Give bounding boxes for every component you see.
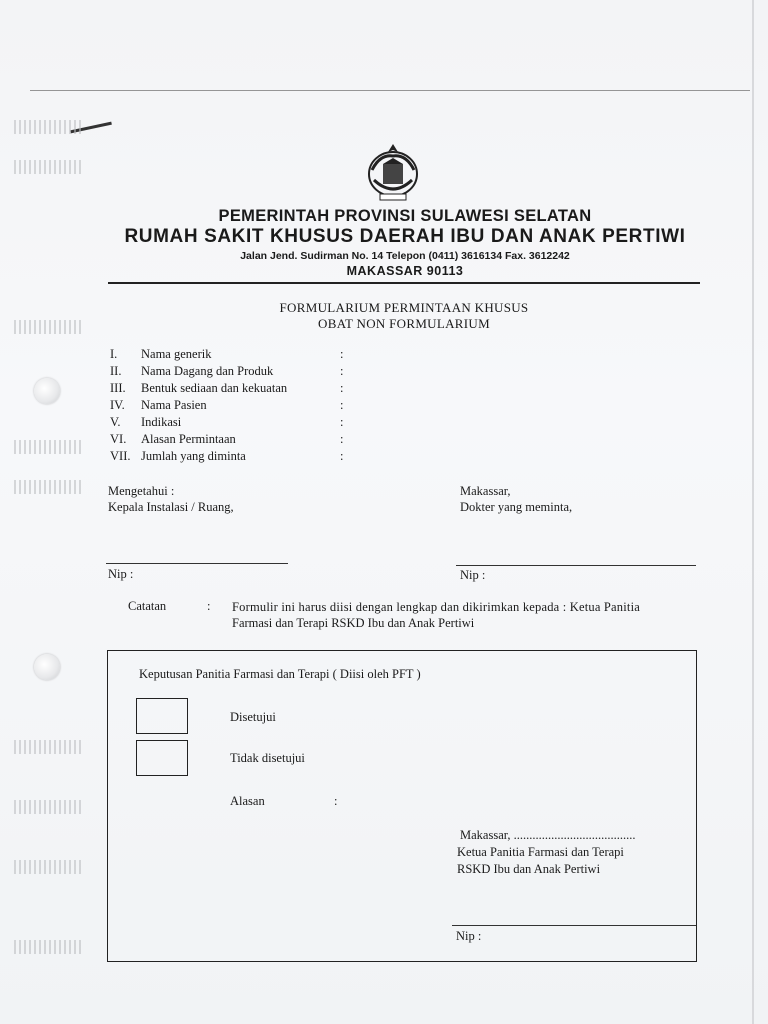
- field-colon: :: [340, 432, 344, 446]
- field-label: Nama Dagang dan Produk: [141, 364, 274, 378]
- approved-label: Disetujui: [230, 710, 276, 724]
- field-label: Jumlah yang diminta: [141, 449, 246, 463]
- decision-heading: Keputusan Panitia Farmasi dan Terapi ( Diisi oleh PFT ): [139, 667, 421, 681]
- pft-signature-line: [452, 925, 696, 926]
- scan-noise: [14, 480, 84, 494]
- reason-colon: :: [334, 794, 338, 808]
- header-hospital-name: RUMAH SAKIT KHUSUS DAERAH IBU DAN ANAK PERTIWI: [124, 226, 686, 247]
- scan-noise: [14, 160, 84, 174]
- form-title: FORMULARIUM PERMINTAAN KHUSUS: [279, 300, 529, 315]
- field-label: Nama generik: [141, 347, 212, 361]
- field-label: Nama Pasien: [141, 398, 207, 412]
- field-number: I.: [110, 347, 118, 361]
- approved-checkbox[interactable]: [136, 698, 188, 734]
- provincial-crest-icon: [362, 140, 424, 208]
- note-text-line2: Farmasi dan Terapi RSKD Ibu dan Anak Pertiwi: [232, 616, 475, 630]
- signature-line-left: [106, 563, 288, 564]
- note-colon: :: [207, 599, 211, 613]
- field-label: Alasan Permintaan: [141, 432, 236, 446]
- reason-label: Alasan: [230, 794, 265, 808]
- field-number: VII.: [110, 449, 131, 463]
- scan-noise: [14, 320, 84, 334]
- place-label: Makassar,: [460, 484, 511, 498]
- field-colon: :: [340, 398, 344, 412]
- punch-hole: [34, 654, 60, 680]
- scan-noise: [14, 740, 84, 754]
- field-label: Indikasi: [141, 415, 182, 429]
- field-number: VI.: [110, 432, 127, 446]
- pft-hospital-label: RSKD Ibu dan Anak Pertiwi: [457, 862, 601, 876]
- scan-noise: [14, 800, 84, 814]
- pft-chair-label: Ketua Panitia Farmasi dan Terapi: [457, 845, 624, 859]
- nip-right-label: Nip :: [460, 568, 486, 582]
- note-label: Catatan: [128, 599, 167, 613]
- header-city: MAKASSAR 90113: [346, 264, 464, 278]
- field-colon: :: [340, 381, 344, 395]
- rejected-label: Tidak disetujui: [230, 751, 305, 765]
- header-address: Jalan Jend. Sudirman No. 14 Telepon (0411) 3616134 Fax. 3612242: [240, 250, 570, 262]
- rejected-checkbox[interactable]: [136, 740, 188, 776]
- note-text-line1: Formulir ini harus diisi dengan lengkap dan dikirimkan kepada : Ketua Panitia: [232, 600, 641, 614]
- field-number: II.: [110, 364, 122, 378]
- head-of-unit-label: Kepala Instalasi / Ruang,: [108, 500, 234, 514]
- field-number: III.: [110, 381, 126, 395]
- punch-hole: [34, 378, 60, 404]
- field-colon: :: [340, 347, 344, 361]
- field-number: IV.: [110, 398, 125, 412]
- signature-line-right: [456, 565, 696, 566]
- header-divider: [108, 282, 700, 284]
- requesting-doctor-label: Dokter yang meminta,: [460, 500, 573, 514]
- field-colon: :: [340, 364, 344, 378]
- field-colon: :: [340, 449, 344, 463]
- field-number: V.: [110, 415, 121, 429]
- pft-decision-box: [107, 650, 697, 962]
- field-colon: :: [340, 415, 344, 429]
- scan-noise: [14, 120, 84, 134]
- field-label: Bentuk sediaan dan kekuatan: [141, 381, 288, 395]
- page-right-edge: [752, 0, 754, 1024]
- form-subtitle: OBAT NON FORMULARIUM: [318, 316, 490, 331]
- decision-place-date: Makassar, .......................................: [460, 828, 636, 842]
- scan-noise: [14, 440, 84, 454]
- page-top-rule: [30, 90, 750, 91]
- nip-left-label: Nip :: [108, 567, 134, 581]
- acknowledged-label: Mengetahui :: [108, 484, 175, 498]
- pft-nip-label: Nip :: [456, 929, 482, 943]
- scan-noise: [14, 860, 84, 874]
- header-government: PEMERINTAH PROVINSI SULAWESI SELATAN: [218, 207, 592, 225]
- scan-noise: [14, 940, 84, 954]
